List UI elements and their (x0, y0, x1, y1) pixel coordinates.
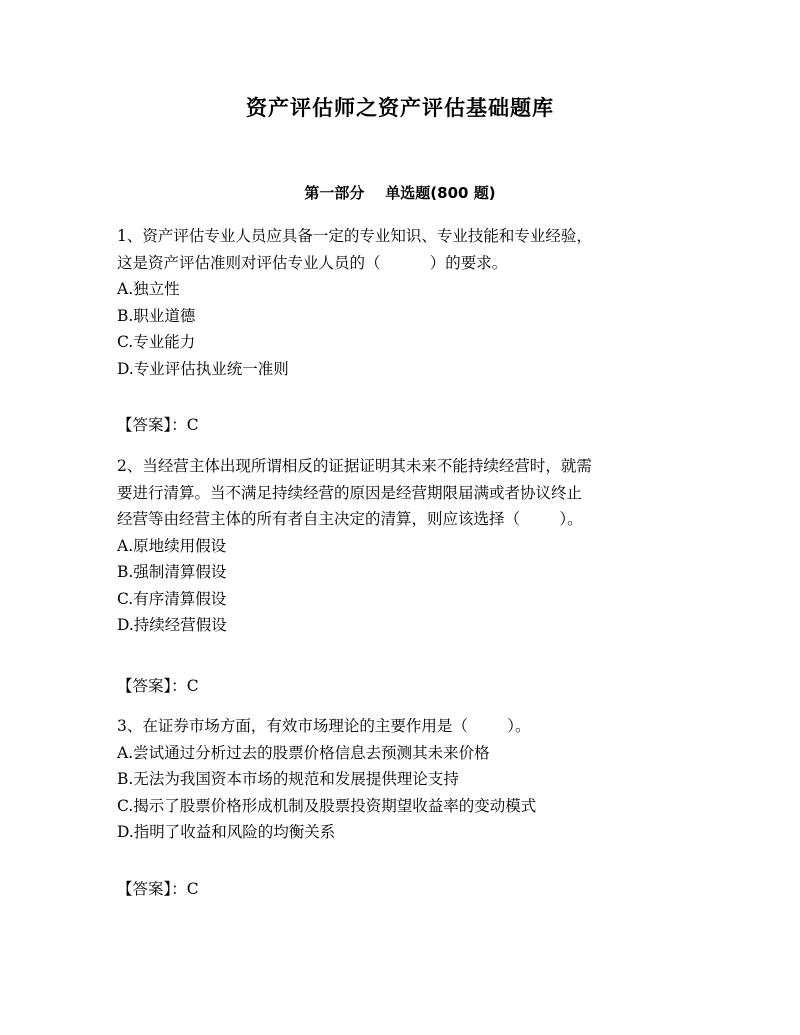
question-3-option-b: B.无法为我国资本市场的规范和发展提供理论支持 (117, 770, 459, 788)
question-1-option-d: D.专业评估执业统一准则 (117, 359, 289, 378)
question-1-stem-line-1: 1、资产评估专业人员应具备一定的专业知识、专业技能和专业经验， (117, 227, 592, 245)
question-2-option-d: D.持续经营假设 (117, 616, 227, 634)
question-2-option-c: C.有序清算假设 (117, 589, 227, 608)
question-1 (117, 223, 697, 382)
question-2-stem-line-3: 经营等由经营主体的所有者自主决定的清算，则应该选择（ ）。 (117, 510, 583, 528)
question-1-stem-line-2: 这是资产评估准则对评估专业人员的（ ）的要求。 (117, 253, 508, 272)
question-2-stem-line-2: 要进行清算。当不满足持续经营的原因是经营期限届满或者协议终止 (117, 483, 583, 502)
question-3 (117, 713, 697, 846)
section-heading: 第一部分 单选题(800 题) (304, 184, 496, 202)
question-2-option-a: A.原地续用假设 (117, 536, 227, 555)
question-1-option-a: A.独立性 (117, 280, 180, 298)
question-2-stem-line-1: 2、当经营主体出现所谓相反的证据证明其未来不能持续经营时，就需 (117, 457, 592, 475)
question-3-option-c: C.揭示了股票价格形成机制及股票投资期望收益率的变动模式 (117, 796, 537, 815)
question-3-answer: 【答案】：C (117, 880, 199, 898)
question-3-option-d: D.指明了收益和风险的均衡关系 (117, 823, 336, 841)
question-2-answer: 【答案】：C (117, 677, 199, 695)
question-3-option-a: A.尝试通过分析过去的股票价格信息去预测其未来价格 (117, 743, 490, 762)
question-2-option-b: B.强制清算假设 (117, 563, 227, 581)
question-3-stem-line-1: 3、在证券市场方面，有效市场理论的主要作用是（ ）。 (117, 717, 531, 735)
question-1-answer: 【答案】：C (117, 416, 199, 434)
question-1-option-b: B.职业道德 (117, 306, 196, 325)
question-2 (117, 453, 697, 639)
question-1-option-c: C.专业能力 (117, 333, 196, 351)
document-title: 资产评估师之资产评估基础题库 (246, 96, 554, 120)
